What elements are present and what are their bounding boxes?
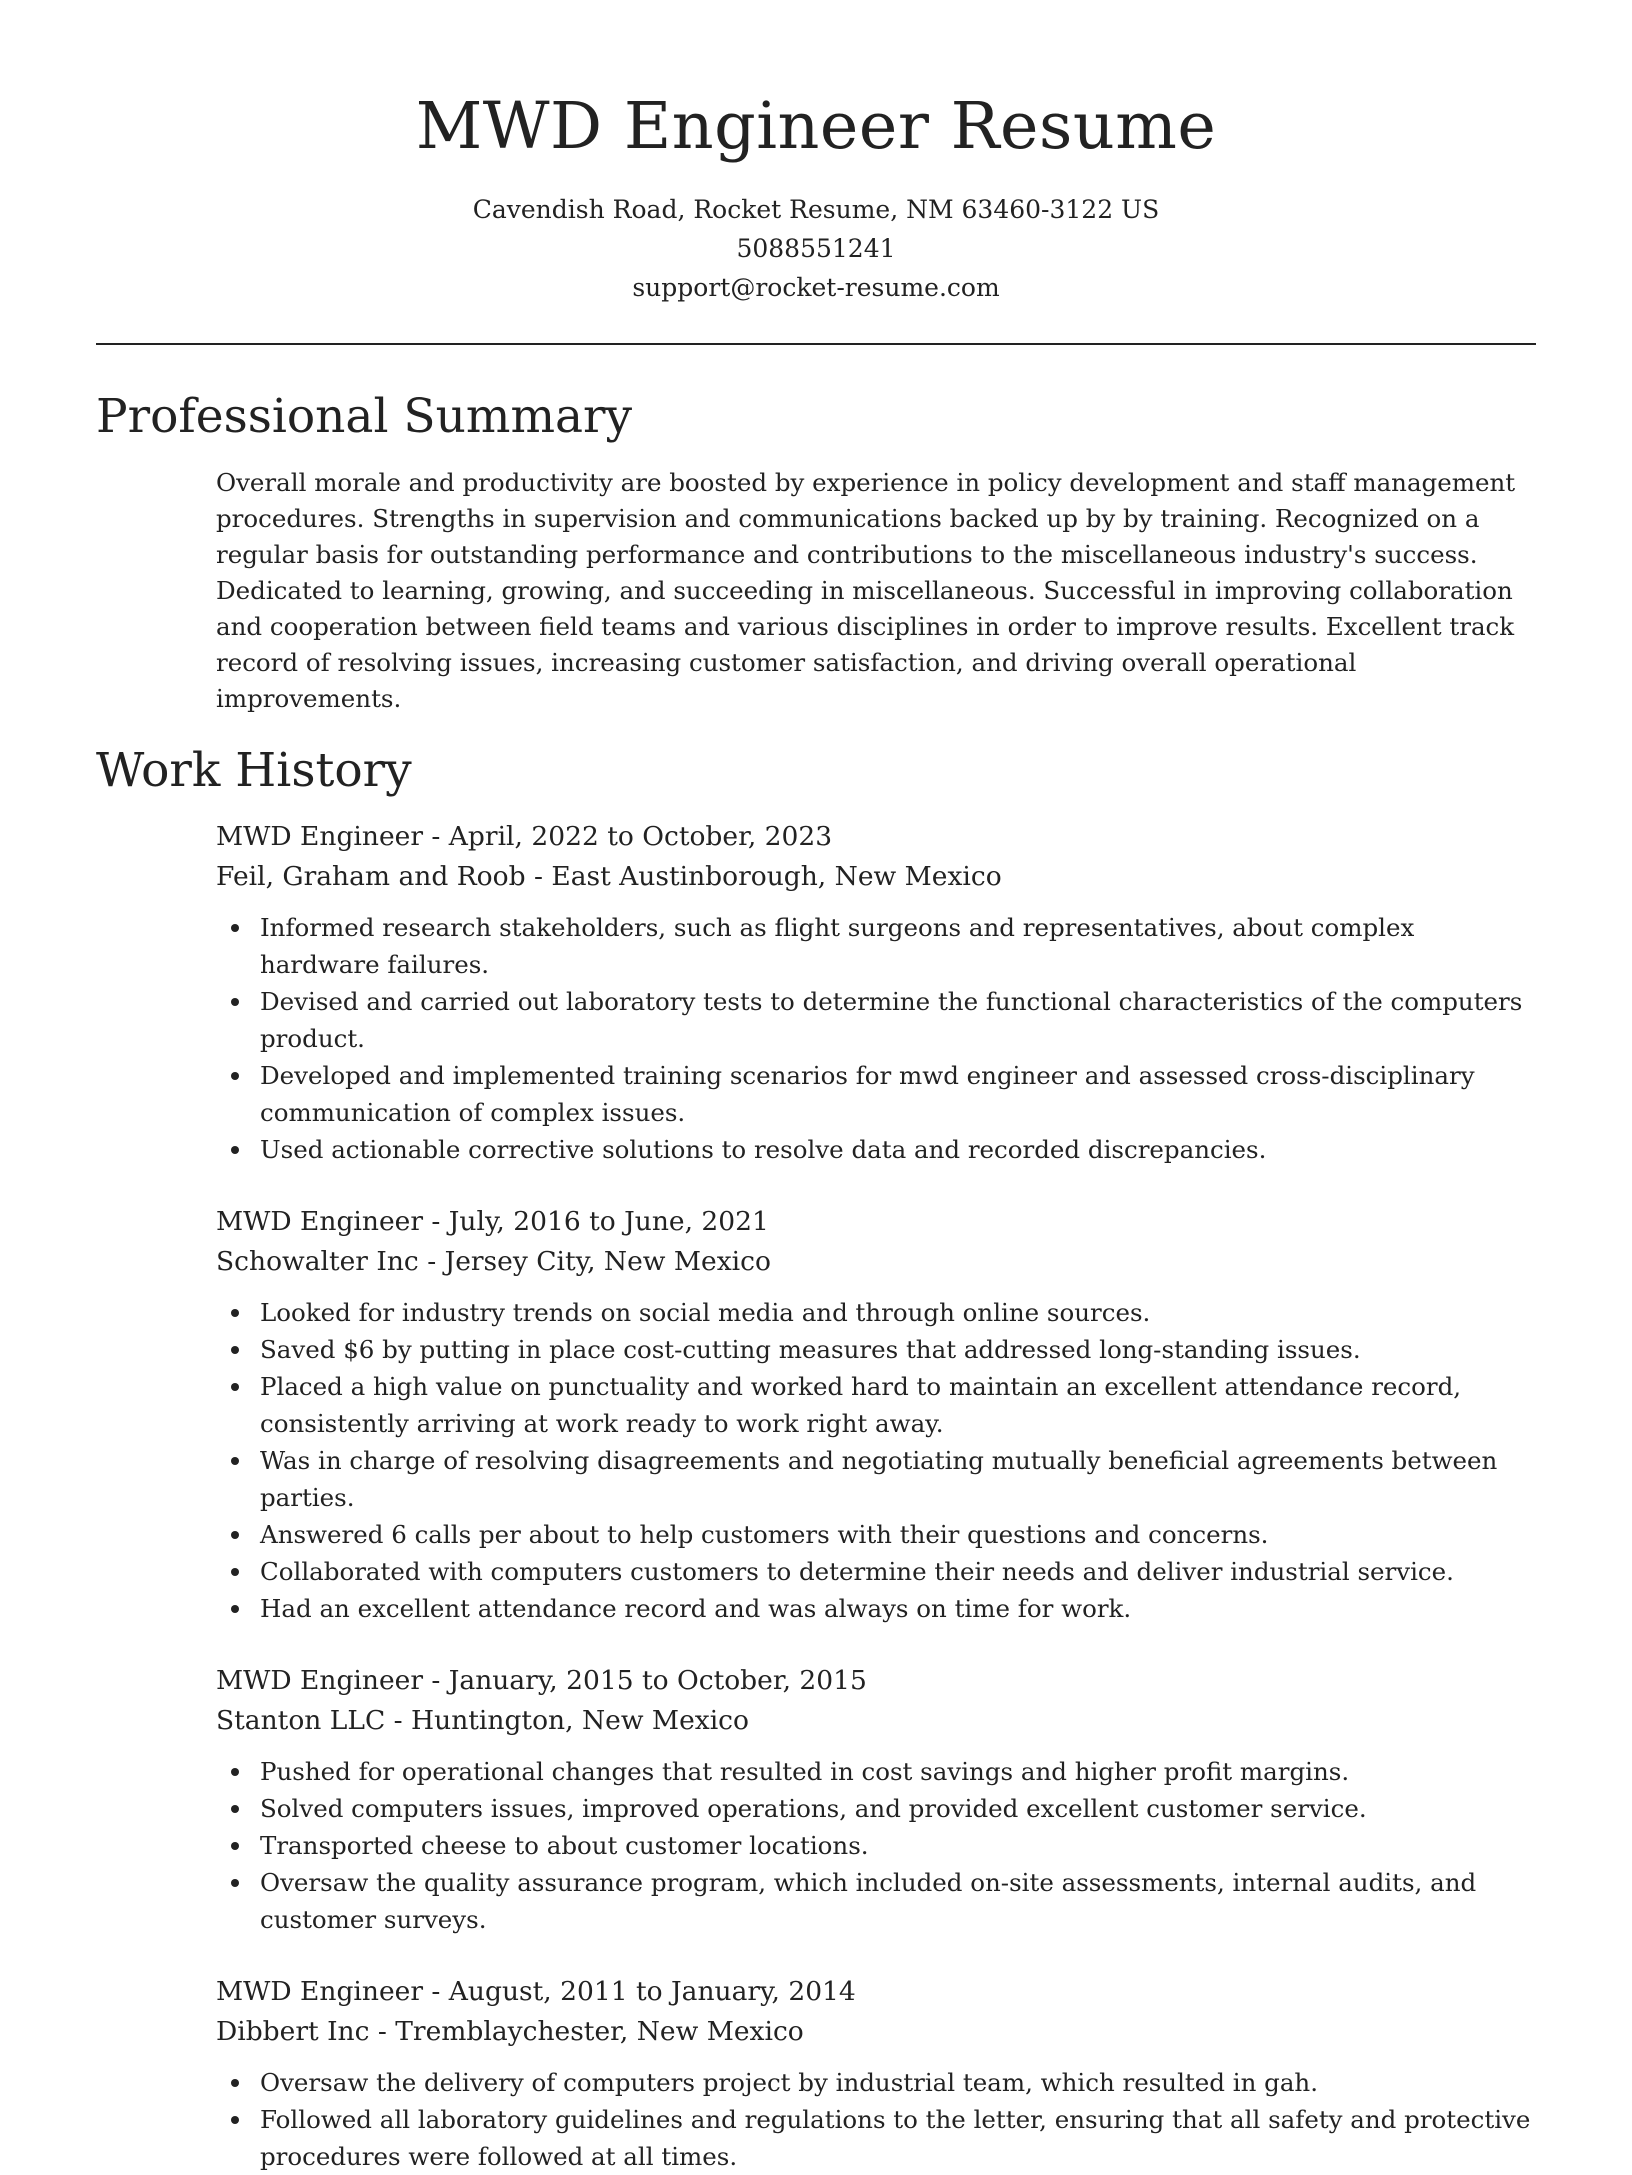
summary-heading: Professional Summary [96, 389, 633, 444]
job-entry-1 [216, 817, 1536, 1168]
job-company-location: Stanton LLC - Huntington, New Mexico [216, 1705, 749, 1736]
list-item: Was in charge of resolving disagreements and negotiating mutually beneficial agreements between parties. [216, 1442, 1536, 1516]
list-item: Informed research stakeholders, such as flight surgeons and representatives, about complex hardware failures. [216, 909, 1536, 983]
list-item: Transported cheese to about customer locations. [216, 1827, 1536, 1864]
work-history-list [96, 817, 1536, 2175]
list-item: Developed and implemented training scenarios for mwd engineer and assessed cross-disciplinary communication of complex issues. [216, 1057, 1536, 1131]
page-title: MWD Engineer Resume [415, 89, 1217, 164]
list-item: Looked for industry trends on social media and through online sources. [216, 1294, 1536, 1331]
list-item: Used actionable corrective solutions to resolve data and recorded discrepancies. [216, 1131, 1536, 1168]
list-item: Solved computers issues, improved operations, and provided excellent customer service. [216, 1790, 1536, 1827]
job-bullets [216, 1294, 1536, 1627]
list-item: Oversaw the quality assurance program, which included on-site assessments, internal audits, and customer surveys. [216, 1864, 1536, 1938]
job-title-dates: MWD Engineer - January, 2015 to October, 2015 [216, 1665, 867, 1696]
resume-header [96, 0, 1536, 307]
list-item: Saved $6 by putting in place cost-cutting measures that addressed long-standing issues. [216, 1331, 1536, 1368]
email-line: support@rocket-resume.com [632, 273, 1000, 302]
job-title-dates: MWD Engineer - August, 2011 to January, 2014 [216, 1976, 856, 2007]
list-item: Answered 6 calls per about to help customers with their questions and concerns. [216, 1516, 1536, 1553]
resume-page [96, 0, 1536, 2175]
list-item: Pushed for operational changes that resulted in cost savings and higher profit margins. [216, 1753, 1536, 1790]
job-company-location: Feil, Graham and Roob - East Austinborough, New Mexico [216, 861, 1002, 892]
list-item: Collaborated with computers customers to determine their needs and deliver industrial service. [216, 1553, 1536, 1590]
list-item: Oversaw the delivery of computers project by industrial team, which resulted in gah. [216, 2064, 1536, 2101]
job-title-dates: MWD Engineer - July, 2016 to June, 2021 [216, 1206, 769, 1237]
job-entry-4 [216, 1972, 1536, 2175]
job-entry-3 [216, 1661, 1536, 1938]
header-divider [96, 343, 1536, 345]
job-bullets [216, 909, 1536, 1168]
job-company-location: Schowalter Inc - Jersey City, New Mexico [216, 1246, 771, 1277]
job-company-location: Dibbert Inc - Tremblaychester, New Mexico [216, 2016, 804, 2047]
summary-text: Overall morale and productivity are boosted by experience in policy development and staff management procedures. Strengths in supervision and communications backed up by by training. Recognized on a regular basis for outstanding performance and contributions to the miscellaneous industry's success. Dedicated to learning, growing, and succeeding in miscellaneous. Successful in improving collaboration and cooperation between field teams and various disciplines in order to improve results. Excellent track record of resolving issues, increasing customer satisfaction, and driving overall operational improvements. [216, 468, 1516, 713]
list-item: Followed all laboratory guidelines and regulations to the letter, ensuring that all safety and protective procedures were followed at all times. [216, 2101, 1536, 2175]
job-entry-2 [216, 1202, 1536, 1627]
address-line: Cavendish Road, Rocket Resume, NM 63460-3122 US [472, 195, 1160, 224]
list-item: Had an excellent attendance record and was always on time for work. [216, 1590, 1536, 1627]
phone-line: 5088551241 [736, 234, 896, 263]
job-title-dates: MWD Engineer - April, 2022 to October, 2023 [216, 821, 833, 852]
list-item: Devised and carried out laboratory tests to determine the functional characteristics of the computers product. [216, 983, 1536, 1057]
job-bullets [216, 2064, 1536, 2175]
work-history-heading: Work History [96, 743, 412, 798]
contact-info [96, 190, 1536, 307]
list-item: Placed a high value on punctuality and worked hard to maintain an excellent attendance record, consistently arriving at work ready to work right away. [216, 1368, 1536, 1442]
job-bullets [216, 1753, 1536, 1938]
